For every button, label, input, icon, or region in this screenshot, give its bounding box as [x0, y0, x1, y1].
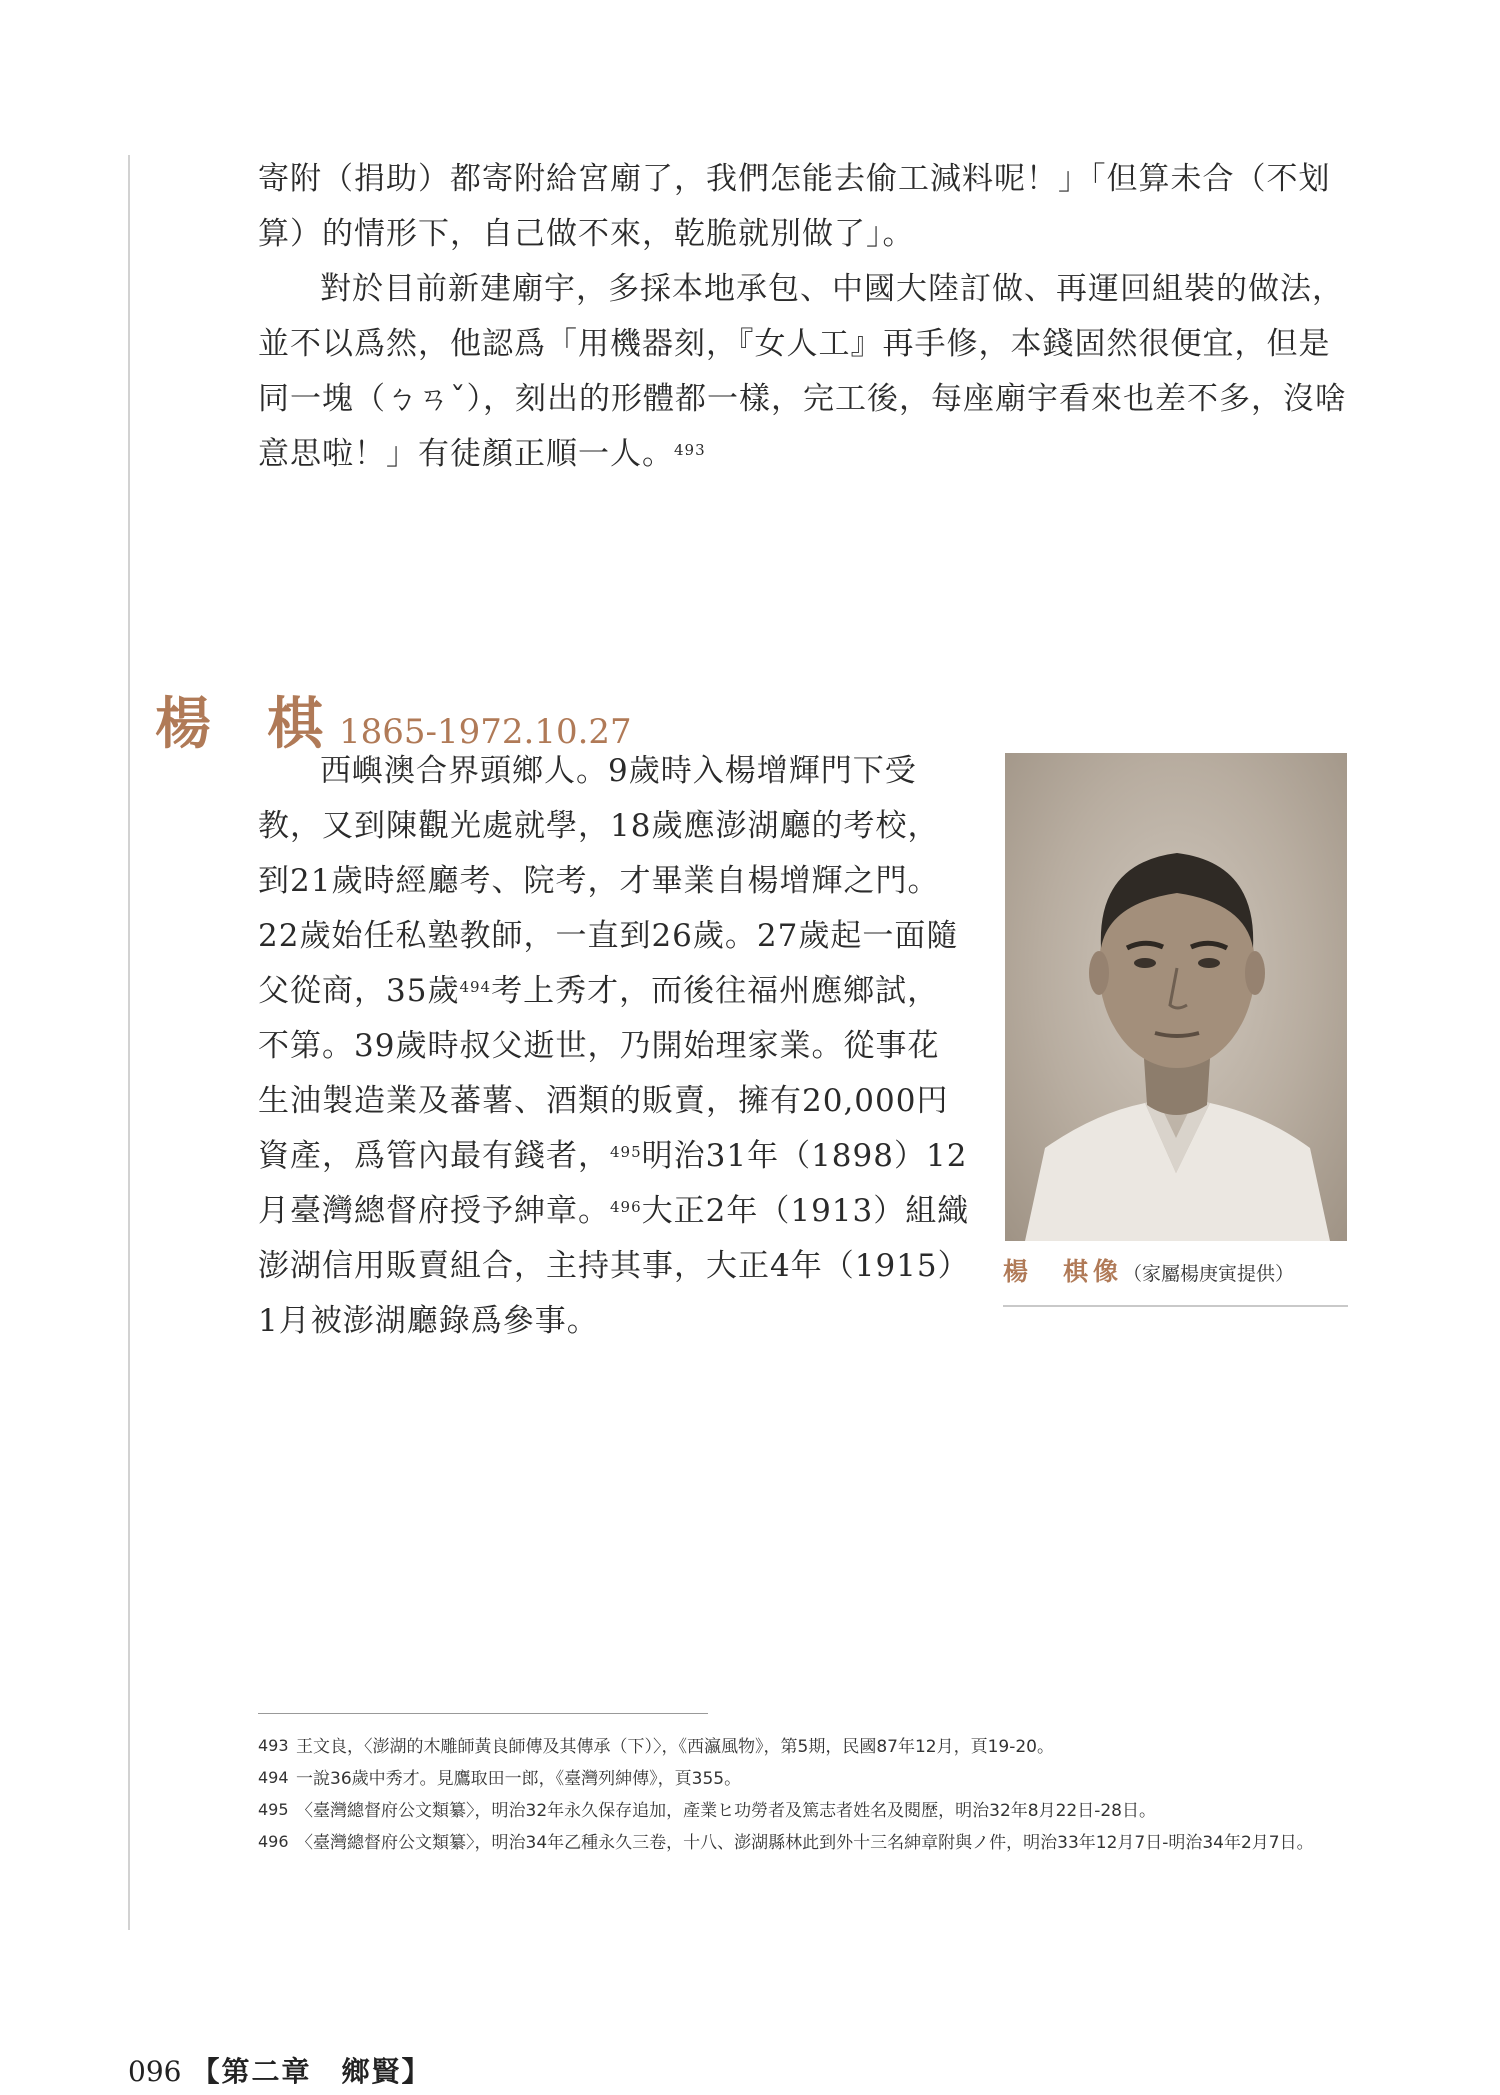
footnote-number: 495: [258, 1800, 289, 1819]
caption-credit: （家屬楊庚寅提供）: [1123, 1263, 1295, 1285]
footnote-number: 494: [258, 1768, 289, 1787]
person-name: 楊 棋: [155, 691, 331, 757]
intro-paragraph-2: 對於目前新建廟宇，多採本地承包、中國大陸訂做、再運回組裝的做法，並不以爲然，他認爲「用機器刻，『女人工』再手修，本錢固然很便宜，但是同一塊（ㄅㄢˇ），刻出的形體都一樣，完工後，每座廟宇看來也差不多，沒啥意思啦！」有徒顏正順一人。$^{493}$: [258, 271, 1347, 472]
footnote-text: 〈臺灣總督府公文類纂〉，明治32年永久保存追加，產業ヒ功勞者及篤志者姓名及閱歷，明治32年8月22日-28日。: [296, 1801, 1156, 1821]
caption-title: 楊 棋像: [1003, 1257, 1124, 1286]
chapter-label: 【第二章 鄉賢】: [191, 2055, 432, 2088]
footnote-item: [258, 1767, 1348, 1792]
footnote-text: 〈臺灣總督府公文類纂〉，明治34年乙種永久三卷，十八、澎湖縣林此到外十三名紳章附與ノ件，明治33年12月7日-明治34年2月7日。: [296, 1833, 1314, 1853]
portrait-illustration: [1005, 753, 1347, 1241]
footnote-item: [258, 1735, 1348, 1760]
footnote-number: 493: [258, 1736, 289, 1755]
footnote-divider: [258, 1713, 708, 1714]
footnotes: [258, 1735, 1348, 1863]
portrait-photo: [1005, 753, 1347, 1241]
footnote-number: 496: [258, 1832, 289, 1851]
footnote-ref[interactable]: 495: [610, 1143, 642, 1161]
footnote-ref[interactable]: 496: [610, 1198, 642, 1216]
left-margin-rule: [128, 155, 130, 1930]
caption-rule: [1003, 1305, 1348, 1307]
footnote-ref[interactable]: 494: [459, 978, 492, 996]
page-footer: [128, 2050, 431, 2090]
biography-paragraph: 西嶼澳合界頭鄉人。9歲時入楊增輝門下受教，又到陳觀光處就學，18歲應澎湖廳的考校，到21歲時經廳考、院考，才畢業自楊增輝之門。22歲始任私塾教師，一直到26歲。27歲起一面隨父從商，35歲$^{494}$考上秀才，而後往福州應鄉試，不第。39歲時叔父逝世，乃開始理家業。從事花生油製造業及蕃薯、酒類的販賣，擁有20,000円資產，爲管內最有錢者，$^{495}$明治31年（1898）12月臺灣總督府授予紳章。$^{496}$大正2年（1913）組織澎湖信用販賣組合，主持其事，大正4年（1915）1月被澎湖廳錄爲參事。: [258, 753, 970, 1339]
photo-caption: [1003, 1252, 1294, 1288]
footnote-item: [258, 1799, 1348, 1824]
footnote-item: [258, 1831, 1348, 1856]
page-number: 096: [128, 2055, 182, 2088]
footnote-text: 一說36歲中秀才。見鷹取田一郎，《臺灣列紳傳》，頁355。: [296, 1769, 742, 1789]
footnote-ref[interactable]: 493: [674, 441, 706, 459]
intro-paragraph-1: 寄附（捐助）都寄附給宮廟了，我們怎能去偷工減料呢！」「但算未合（不划算）的情形下，自己做不來，乾脆就別做了」。: [258, 161, 1331, 252]
person-dates: 1865-1972.10.27: [339, 712, 632, 752]
footnote-text: 王文良，〈澎湖的木雕師黃良師傳及其傳承（下）〉，《西瀛風物》，第5期，民國87年12月，頁19-20。: [296, 1737, 1054, 1757]
